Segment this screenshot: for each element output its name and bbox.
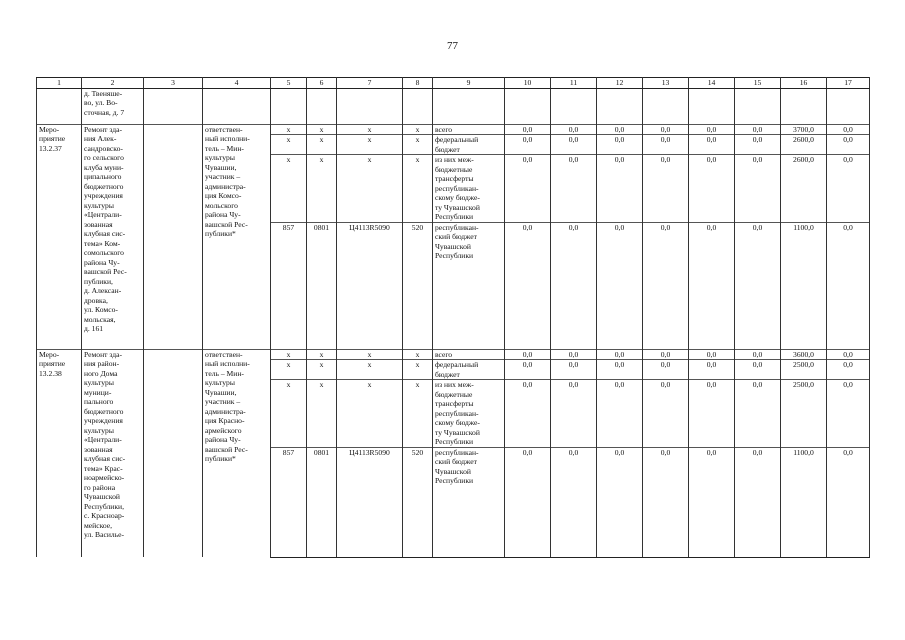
header-cell: 15 [735,78,781,89]
table-row: x x x x федеральный бюджет 0,0 0,0 0,0 0,0 0,0 0,0 2500,0 0,0 [37,360,870,380]
header-cell: 7 [337,78,403,89]
page-number: 77 [447,40,458,52]
budget-table [36,77,870,558]
executor-cell: ответствен- ный исполни- тель – Мин- культуры Чувашии, участник – администра- ция Комсо- мольского района Чу- вашской Рес- публики* [203,124,271,349]
table-row: Меро- приятие 13.2.38 Ремонт зда- ния район- ного Дома культуры муници- пального бюджетного учреждения культуры «Централи- зованная клубная сис- тема» Крас- ноармейско- го района Чувашской Республики, с. Красноар- мейское, ул. Василье- ответствен- ный исполни- тель – Мин- культуры Чувашии, участник – администра- ция Красно- армейского района Чу- вашской Рес- публики* x x x x всего 0,0 0,0 0,0 0,0 0,0 0,0 3600,0 0,0 [37,349,870,360]
header-cell: 14 [689,78,735,89]
table-row: x x x x из них меж- бюджетные трансферты республикан- скому бюдже- ту Чувашской Республики 0,0 0,0 0,0 0,0 0,0 0,0 2500,0 0,0 [37,380,870,448]
header-cell: 11 [551,78,597,89]
header-cell: 4 [203,78,271,89]
header-cell: 9 [433,78,505,89]
header-cell: 3 [144,78,203,89]
executor-cell: ответствен- ный исполни- тель – Мин- культуры Чувашии, участник – администра- ция Красно- армейского района Чу- вашской Рес- публики* [203,349,271,557]
header-cell: 1 [37,78,82,89]
funding-source: из них меж- бюджетные трансферты республикан- скому бюдже- ту Чувашской Республики [433,155,505,223]
funding-source: республикан- ский бюджет Чувашской Республики [433,222,505,349]
table-row: x x x x федеральный бюджет 0,0 0,0 0,0 0,0 0,0 0,0 2600,0 0,0 [37,135,870,155]
header-cell: 2 [82,78,144,89]
event-code: Меро- приятие 13.2.37 [37,124,82,349]
funding-source: всего [433,124,505,135]
object-cell: д. Твеняше- во, ул. Во- сточная, д. 7 [82,88,144,124]
table-row: 857 0801 Ц4113R5090 520 республикан- ский бюджет Чувашской Республики 0,0 0,0 0,0 0,0 0,0 0,0 1100,0 0,0 [37,447,870,557]
table-row: x x x x из них меж- бюджетные трансферты республикан- скому бюдже- ту Чувашской Республики 0,0 0,0 0,0 0,0 0,0 0,0 2600,0 0,0 [37,155,870,223]
funding-source: федеральный бюджет [433,360,505,380]
header-cell: 8 [403,78,433,89]
header-cell: 12 [597,78,643,89]
event-code: Меро- приятие 13.2.38 [37,349,82,557]
header-cell: 5 [271,78,307,89]
table-row: Меро- приятие 13.2.37 Ремонт зда- ния Алек- сандровско- го сельского клуба муни- ципального бюджетного учреждения культуры «Централи- зованная клубная сис- тема» Ком- сомольского района Чу- вашской Рес- публики, д. Алексан- дровка, ул. Комсо- мольская, д. 161 ответствен- ный исполни- тель – Мин- культуры Чувашии, участник – администра- ция Комсо- мольского района Чу- вашской Рес- публики* x x x x всего 0,0 0,0 0,0 0,0 0,0 0,0 3700,0 0,0 [37,124,870,135]
header-cell: 10 [505,78,551,89]
header-cell: 17 [827,78,870,89]
object-cell: Ремонт зда- ния Алек- сандровско- го сельского клуба муни- ципального бюджетного учреждения культуры «Централи- зованная клубная сис- тема» Ком- сомольского района Чу- вашской Рес- публики, д. Алексан- дровка, ул. Комсо- мольская, д. 161 [82,124,144,349]
funding-source: федеральный бюджет [433,135,505,155]
header-cell: 16 [781,78,827,89]
header-row [37,78,870,89]
funding-source: всего [433,349,505,360]
funding-source: республикан- ский бюджет Чувашской Республики [433,447,505,557]
continuation-row [37,88,870,124]
header-cell: 13 [643,78,689,89]
header-cell: 6 [307,78,337,89]
funding-source: из них меж- бюджетные трансферты республикан- скому бюдже- ту Чувашской Республики [433,380,505,448]
object-cell: Ремонт зда- ния район- ного Дома культуры муници- пального бюджетного учреждения культуры «Централи- зованная клубная сис- тема» Крас- ноармейско- го района Чувашской Республики, с. Красноар- мейское, ул. Василье- [82,349,144,557]
table-row: 857 0801 Ц4113R5090 520 республикан- ский бюджет Чувашской Республики 0,0 0,0 0,0 0,0 0,0 0,0 1100,0 0,0 [37,222,870,349]
